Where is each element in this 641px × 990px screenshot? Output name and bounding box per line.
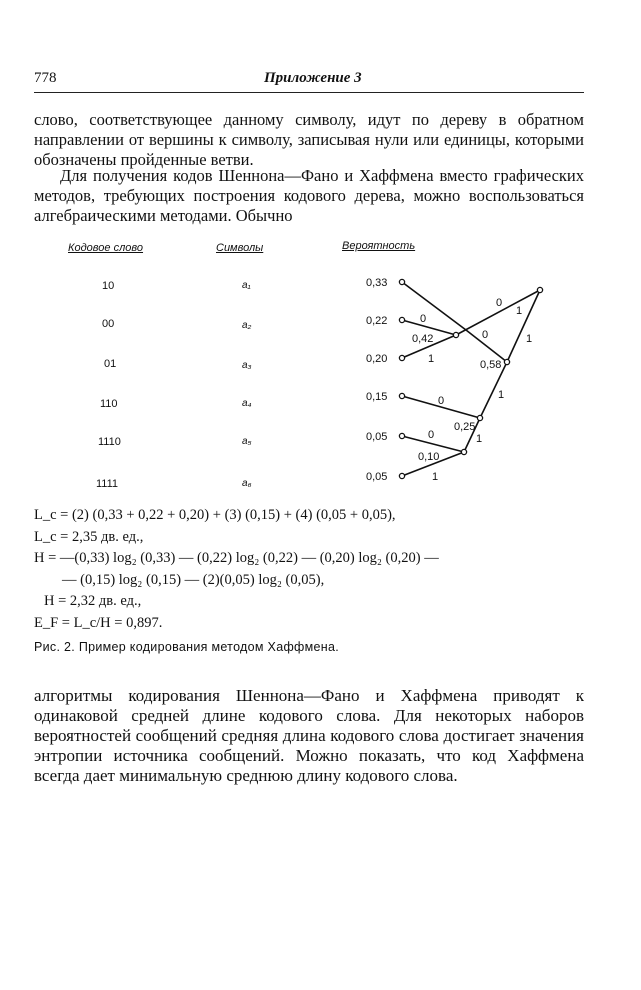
probability-label: 0,05 <box>366 471 388 483</box>
branch-label-one: 1 <box>516 305 523 317</box>
symbol-label: a₅ <box>242 436 252 447</box>
running-title: Приложение 3 <box>264 70 362 86</box>
tree-inner-node <box>477 415 482 420</box>
node-label-042: 0,42 <box>412 333 434 345</box>
running-header <box>34 70 584 93</box>
tree-leaf-node <box>399 433 404 438</box>
equation-line: L_c = 2,35 дв. ед., <box>34 528 144 545</box>
tree-leaf-node <box>399 355 404 360</box>
figure-caption: Рис. 2. Пример кодирования методом Хаффмена. <box>34 640 339 654</box>
branch-label-zero: 0 <box>482 329 489 341</box>
symbol-label: a₂ <box>242 320 252 331</box>
tree-leaf-node <box>399 473 404 478</box>
symbol-label: a₁ <box>242 280 251 291</box>
branch-label-zero: 0 <box>428 429 435 441</box>
probability-label: 0,15 <box>366 391 388 403</box>
equation-line: — (0,15) log₂ (0,15) — (2)(0,05) log₂ (0,05), <box>62 571 325 588</box>
branch-label-one: 1 <box>526 333 533 345</box>
node-label-058: 0,58 <box>480 359 502 371</box>
probability-label: 0,20 <box>366 353 388 365</box>
branch-label-zero: 0 <box>496 297 503 309</box>
branch-label-zero: 0 <box>438 395 445 407</box>
tree-leaf-node <box>399 317 404 322</box>
code-word: 110 <box>100 398 118 410</box>
tree-leaf-node <box>399 279 404 284</box>
column-header-code: Кодовое слово <box>68 242 144 254</box>
equation-line: L_c = (2) (0,33 + 0,22 + 0,20) + (3) (0,15) + (4) (0,05 + 0,05), <box>34 507 396 523</box>
equation-line: H = —(0,33) log₂ (0,33) — (0,22) log₂ (0,22) — (0,20) log₂ (0,20) — <box>34 550 439 566</box>
code-word: 01 <box>104 358 117 370</box>
branch-label-one: 1 <box>476 433 483 445</box>
code-word: 1111 <box>96 478 119 490</box>
paragraph-1: слово, соответствующее данному символу, идут по дереву в обратном направлении от вершины к символу, записывая нули или единицы, которыми обозначены пройденные ветви. <box>34 110 584 169</box>
paragraph-2: Для получения кодов Шеннона—Фано и Хаффмена вместо графических методов, требующих построения кодового дерева, можно воспользоваться алгебраическими методами. Обычно <box>34 166 584 225</box>
probability-label: 0,22 <box>366 315 388 327</box>
huffman-figure <box>60 238 580 500</box>
probability-label: 0,33 <box>366 277 388 289</box>
tree-inner-node <box>453 332 458 337</box>
column-header-symbol: Символы <box>216 242 264 254</box>
branch-label-one: 1 <box>498 389 505 401</box>
code-word: 10 <box>102 280 115 292</box>
tree-inner-node <box>504 359 509 364</box>
node-label-010: 0,10 <box>418 451 440 463</box>
equation-line: H = 2,32 дв. ед., <box>44 593 142 609</box>
node-label-025: 0,25 <box>454 421 476 433</box>
probability-label: 0,05 <box>366 431 388 443</box>
page-number: 778 <box>34 70 57 86</box>
code-word: 1110 <box>98 436 121 448</box>
tree-leaf-node <box>399 393 404 398</box>
tree-branch <box>507 290 540 362</box>
branch-label-one: 1 <box>432 471 439 483</box>
huffman-tree <box>60 238 580 500</box>
branch-label-one: 1 <box>428 353 435 365</box>
symbol-label: a₄ <box>242 398 252 409</box>
paragraph-3: алгоритмы кодирования Шеннона—Фано и Хаффмена приводят к одинаковой средней длине кодового слова. Для некоторых наборов вероятностей сообщений средняя длина кодового слова достигает значения энтропии источника сообщений. Можно показать, что код Хаффмена всегда дает минимальную среднюю длину кодового слова. <box>34 686 584 785</box>
equations-block <box>34 505 594 634</box>
symbol-label: a₃ <box>242 360 252 371</box>
column-header-probability: Вероятность <box>342 240 416 252</box>
tree-root-node <box>537 287 542 292</box>
symbol-label: a₆ <box>242 478 252 489</box>
equation-line: E_F = L_c/H = 0,897. <box>34 614 163 631</box>
code-word: 00 <box>102 318 115 330</box>
branch-label-zero: 0 <box>420 313 427 325</box>
tree-inner-node <box>461 449 466 454</box>
